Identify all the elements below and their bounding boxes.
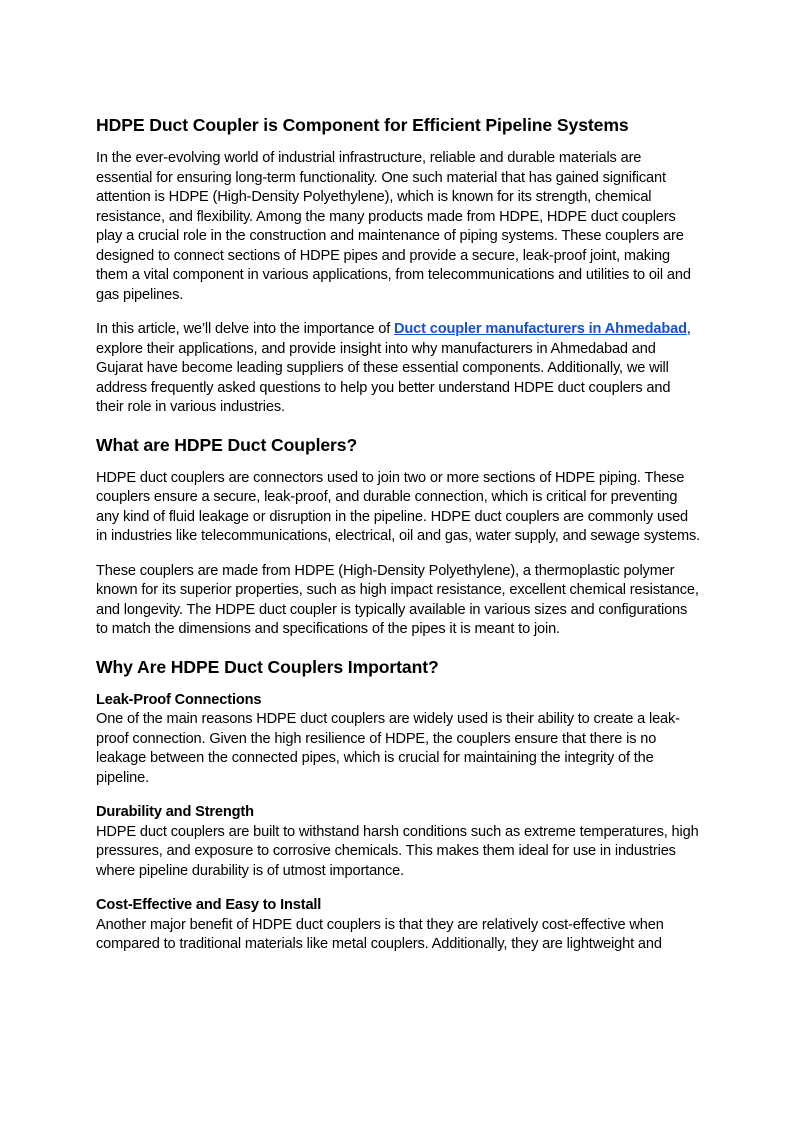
- text-durability: HDPE duct couplers are built to withstand harsh conditions such as extreme temperatures, high pressures, and exposure to corrosive chemicals. This makes them ideal for use in industries where pipeline durability is of utmost importance.: [96, 823, 699, 879]
- duct-coupler-manufacturers-link[interactable]: Duct coupler manufacturers in Ahmedabad: [394, 321, 687, 337]
- subheading-leak-proof: Leak-Proof Connections: [96, 691, 262, 708]
- article-text-before-link: In this article, we’ll delve into the importance of: [96, 321, 395, 337]
- why-item-cost-effective: [96, 896, 701, 955]
- intro-paragraph: In the ever-evolving world of industrial infrastructure, reliable and durable materials are essential for ensuring long-term functionality. One such material that has gained significant attention is HDPE (High-Density Polyethylene), which is known for its strength, chemical resistance, and flexibility. Among the many products made from HDPE, HDPE duct couplers play a crucial role in the construction and maintenance of piping systems. These couplers are designed to connect sections of HDPE pipes and provide a secure, leak-proof joint, making them a vital component in various applications, from telecommunications and utilities to oil and gas pipelines.: [96, 150, 691, 303]
- section-heading-what: What are HDPE Duct Couplers?: [96, 434, 358, 455]
- why-item-durability: [96, 803, 701, 881]
- document-page: [96, 113, 701, 970]
- article-text-after-link: , explore their applications, and provide insight into why manufacturers in Ahmedabad and Gujarat have become leading suppliers of these essential components. Additionally, we will address frequently asked questions to help you better understand HDPE duct couplers and their role in various industries.: [96, 321, 691, 415]
- what-paragraph-2: These couplers are made from HDPE (High-Density Polyethylene), a thermoplastic polymer known for its superior properties, such as high impact resistance, excellent chemical resistance, and longevity. The HDPE duct coupler is typically available in various sizes and configurations to match the dimensions and specifications of the pipes it is meant to join.: [96, 562, 699, 637]
- text-cost-effective: Another major benefit of HDPE duct couplers is that they are relatively cost-effective when compared to traditional materials like metal couplers. Additionally, they are lightweight and: [96, 916, 664, 952]
- article-paragraph: [96, 320, 701, 418]
- why-item-leak-proof: [96, 691, 701, 789]
- text-leak-proof: One of the main reasons HDPE duct couplers are widely used is their ability to create a leak-proof connection. Given the high resilience of HDPE, the couplers ensure that there is no leakage between the connected pipes, which is crucial for maintaining the integrity of the pipeline.: [96, 711, 680, 786]
- section-heading-why: Why Are HDPE Duct Couplers Important?: [96, 656, 439, 677]
- subheading-durability: Durability and Strength: [96, 804, 254, 820]
- document-title: HDPE Duct Coupler is Component for Efficient Pipeline Systems: [96, 115, 629, 135]
- what-paragraph-1: HDPE duct couplers are connectors used to join two or more sections of HDPE piping. These couplers ensure a secure, leak-proof, and durable connection, which is critical for preventing any kind of fluid leakage or disruption in the pipeline. HDPE duct couplers are commonly used in industries like telecommunications, electrical, oil and gas, water supply, and sewage systems.: [96, 469, 701, 544]
- subheading-cost-effective: Cost-Effective and Easy to Install: [96, 897, 322, 913]
